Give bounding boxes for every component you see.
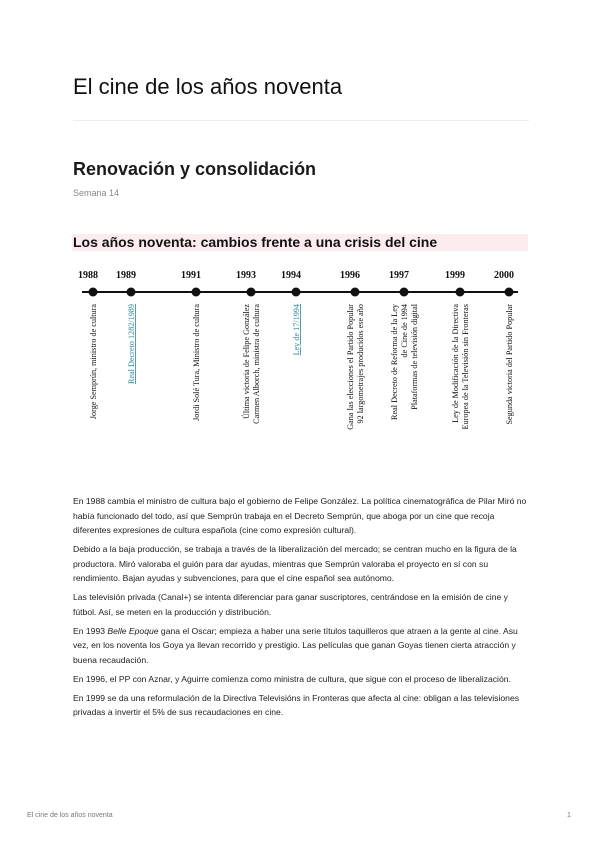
timeline-label-1997: Plataformas de televisión digital: [410, 304, 419, 410]
timeline-dot-1989: [127, 288, 136, 297]
timeline-label-1988: Jorge Semprún, ministro de cultura: [89, 304, 98, 420]
subsection-title: Los años noventa: cambios frente a una crisis del cine: [73, 234, 438, 250]
timeline-year-1993: 1993: [236, 270, 256, 281]
paragraph-6: En 1999 se da una reformulación de la Directiva Televisións in Fronteras que afecta al cine: obligan a las televisiones privadas a invertir el 5% de sus recaudaciones en cine.: [73, 692, 520, 717]
paragraph-5: En 1996, el PP con Aznar, y Aguirre comienza como ministra de cultura, que sigue con el proceso de liberalización.: [73, 673, 511, 684]
timeline-year-1997: 1997: [389, 270, 409, 281]
timeline-label-2000: Segunda victoria del Partido Popular: [505, 304, 514, 425]
paragraph-1: En 1988 cambia el ministro de cultura bajo el gobierno de Felipe González. La política cinematográfica de Pilar Miró no había funcionado del todo, así que Semprún trabaja en el Decreto Semprún, que aboga por un cine que recoja diferentes expresiones de cultura española (cine como expresión cultural).: [73, 496, 527, 535]
week-label: Semana 14: [73, 188, 120, 198]
timeline-label-1999: Ley de Modificación de la Directiva: [451, 304, 460, 423]
timeline-dot-1997: [400, 288, 409, 297]
timeline-year-1999: 1999: [445, 270, 465, 281]
paragraph-4-start: En 1993: [73, 625, 108, 636]
timeline-year-2000: 2000: [494, 270, 514, 281]
timeline-label-1997: Real Decreto de Reforma de la Ley: [390, 304, 399, 420]
paragraph-4: [73, 624, 529, 668]
document-title: El cine de los años noventa: [73, 74, 343, 99]
timeline-dot-2000: [505, 288, 514, 297]
timeline-label-1991: Jordi Solé Tura, Ministro de cultura: [192, 304, 201, 421]
timeline-figure: [0, 260, 600, 460]
paragraph-2: Debido a la baja producción, se trabaja a través de la liberalización del mercado; se centran mucho en la figura de la productora. Miró valoraba el guión para dar ayudas, mientras que Semprún valoraba el proyecto en sí con su rendimiento. Bajan ayudas y subvenciones, para que el cine español sea autónomo.: [73, 544, 517, 583]
timeline-year-1996: 1996: [340, 270, 360, 281]
timeline-label-1997: de Cine de 1994: [400, 304, 409, 358]
section-title: Renovación y consolidación: [73, 159, 317, 179]
timeline-dot-1991: [192, 288, 201, 297]
timeline-year-1988: 1988: [78, 270, 98, 281]
timeline-dot-1999: [456, 288, 465, 297]
page-number: 1: [567, 812, 571, 819]
timeline-dot-1996: [351, 288, 360, 297]
timeline-link-1994[interactable]: Ley de 17/1994: [292, 304, 301, 356]
body-text: [73, 494, 529, 724]
title-divider: [73, 120, 529, 121]
timeline-link-1989[interactable]: Real Decreto 1282/1989: [127, 304, 136, 385]
timeline-dot-1988: [89, 288, 98, 297]
timeline-year-1991: 1991: [181, 270, 201, 281]
timeline-year-1994: 1994: [281, 270, 301, 281]
film-title: Belle Epoque: [107, 625, 159, 636]
timeline-label-1996: Gana las elecciones el Partido Popular: [346, 304, 355, 430]
timeline-year-1989: 1989: [116, 270, 136, 281]
timeline-label-1993: Última victoria de Felipe González: [242, 304, 251, 420]
timeline-dot-1993: [247, 288, 256, 297]
timeline-events: [78, 270, 514, 430]
timeline-dot-1994: [292, 288, 301, 297]
footer-title: El cine de los años noventa: [27, 812, 113, 819]
timeline-label-1999: Europea de la Televisión sin Fronteras: [461, 304, 470, 430]
timeline-label-1996: 92 largometrajes producidos ese año: [356, 304, 365, 424]
paragraph-3: Las televisión privada (Canal+) se intenta diferenciar para ganar suscriptores, centrándose en la emisión de cine y fútbol. Así, se meten en la producción y distribución.: [73, 592, 508, 617]
subsection-highlight: [72, 234, 528, 251]
paragraph-4-end: gana el Oscar; empieza a haber una serie títulos taquilleros que atraen a la gente al cine. Asu vez, en los noventa los Goya ya llevan recorrido y prestigio. Las películas que ganan Goyas tienen cierta atracción y buena recaudación.: [73, 625, 518, 665]
timeline-label-1993: Carmen Alborch, ministra de cultura: [252, 304, 261, 424]
